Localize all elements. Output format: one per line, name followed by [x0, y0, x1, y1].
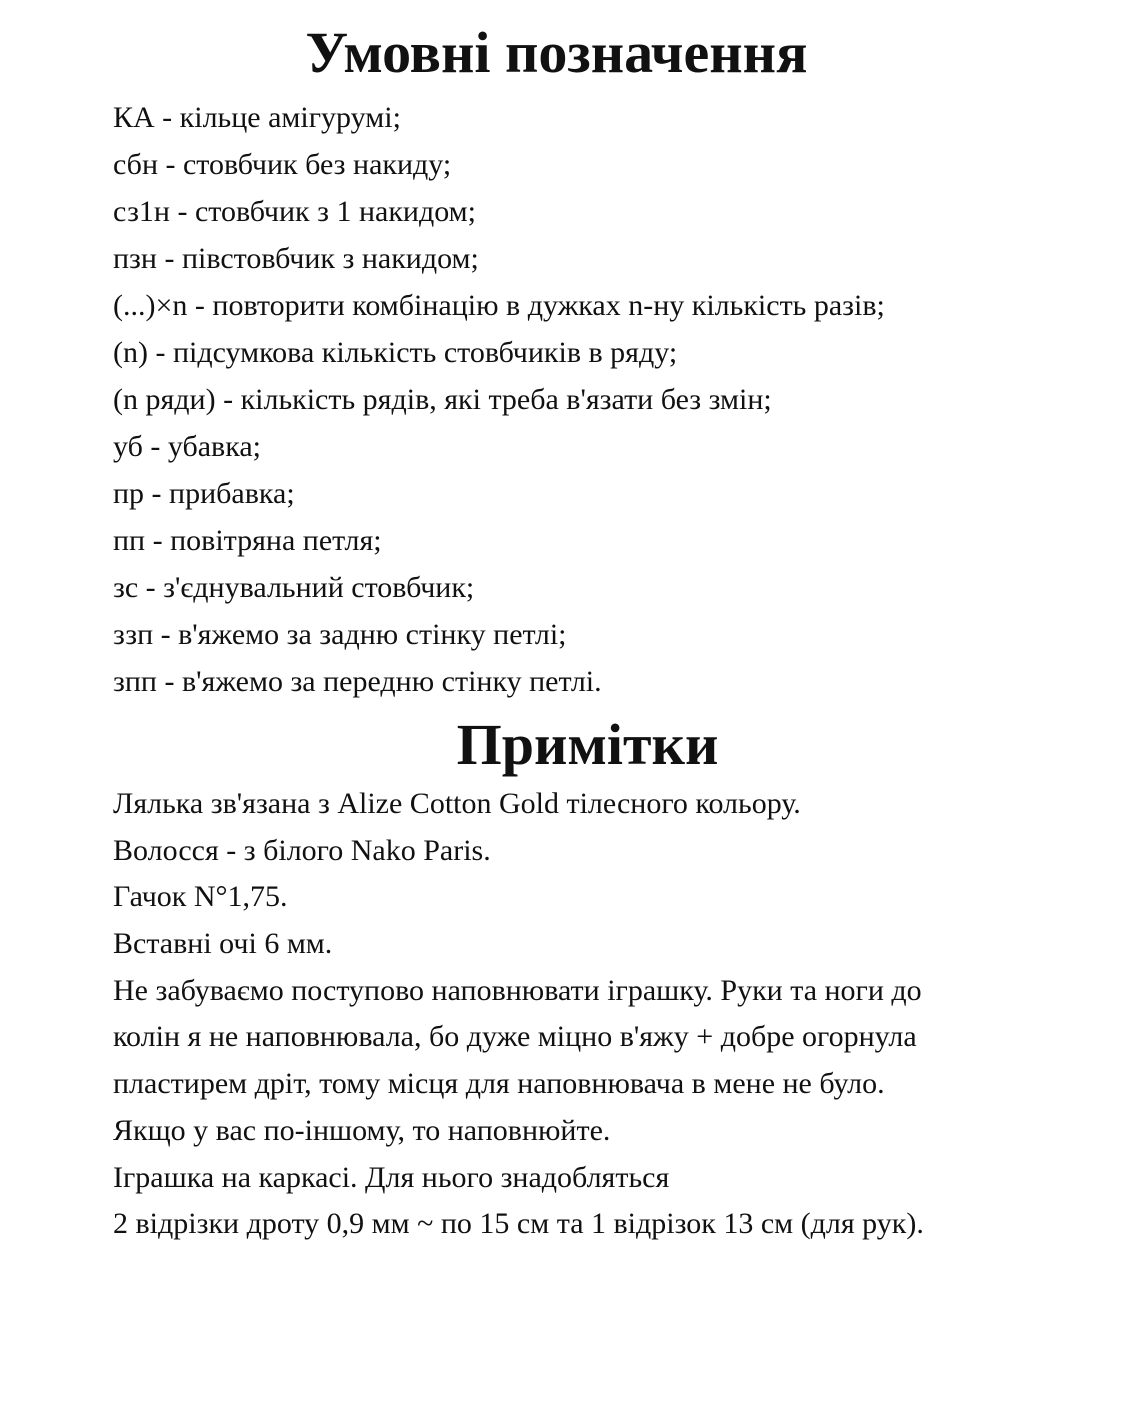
legend-list	[113, 94, 885, 705]
notes-line: Волосся - з білого Nako Paris.	[113, 833, 491, 867]
legend-item: сбн - стовбчик без накиду;	[113, 148, 452, 181]
notes-line: Лялька зв'язана з Alize Cotton Gold тілесного кольору.	[113, 787, 801, 820]
notes-line: пластирем дріт, тому місця для наповнювача в мене не було.	[113, 1067, 885, 1101]
legend-item: уб - убавка;	[113, 430, 261, 463]
legend-item: (n) - підсумкова кількість стовбчиків в ряду;	[113, 336, 678, 369]
notes-line: Іграшка на каркасі. Для нього знадобляться	[113, 1160, 670, 1194]
legend-item: пр - прибавка;	[113, 477, 295, 510]
legend-item: зпп - в'яжемо за передню стінку петлі.	[113, 665, 602, 698]
legend-item: (n ряди) - кількість рядів, які треба в'язати без змін;	[113, 383, 772, 416]
notes-list	[113, 781, 924, 1248]
legend-title: Умовні позначення	[305, 20, 808, 85]
legend-item: пзн - півстовбчик з накидом;	[113, 242, 479, 275]
legend-item: (...)×n - повторити комбінацію в дужках n-ну кількість разів;	[113, 289, 885, 322]
legend-item: КА - кільце амігурумі;	[113, 101, 401, 134]
notes-line: 2 відрізки дроту 0,9 мм ~ по 15 см та 1 відрізок 13 см (для рук).	[113, 1207, 924, 1241]
legend-item: сз1н - стовбчик з 1 накидом;	[113, 195, 476, 228]
legend-item: пп - повітряна петля;	[113, 524, 382, 557]
notes-line: Якщо у вас по-іншому, то наповнюйте.	[113, 1113, 611, 1147]
notes-line: Вставні очі 6 мм.	[113, 927, 333, 961]
notes-line: колін я не наповнювала, бо дуже міцно в'яжу + добре огорнула	[113, 1020, 917, 1054]
legend-item: зс - з'єднувальний стовбчик;	[113, 571, 475, 604]
legend-item: ззп - в'яжемо за задню стінку петлі;	[113, 618, 567, 651]
notes-line: Не забуваємо поступово наповнювати іграшку. Руки та ноги до	[113, 973, 922, 1007]
notes-line: Гачок N°1,75.	[113, 880, 288, 914]
notes-title: Примітки	[456, 712, 719, 777]
